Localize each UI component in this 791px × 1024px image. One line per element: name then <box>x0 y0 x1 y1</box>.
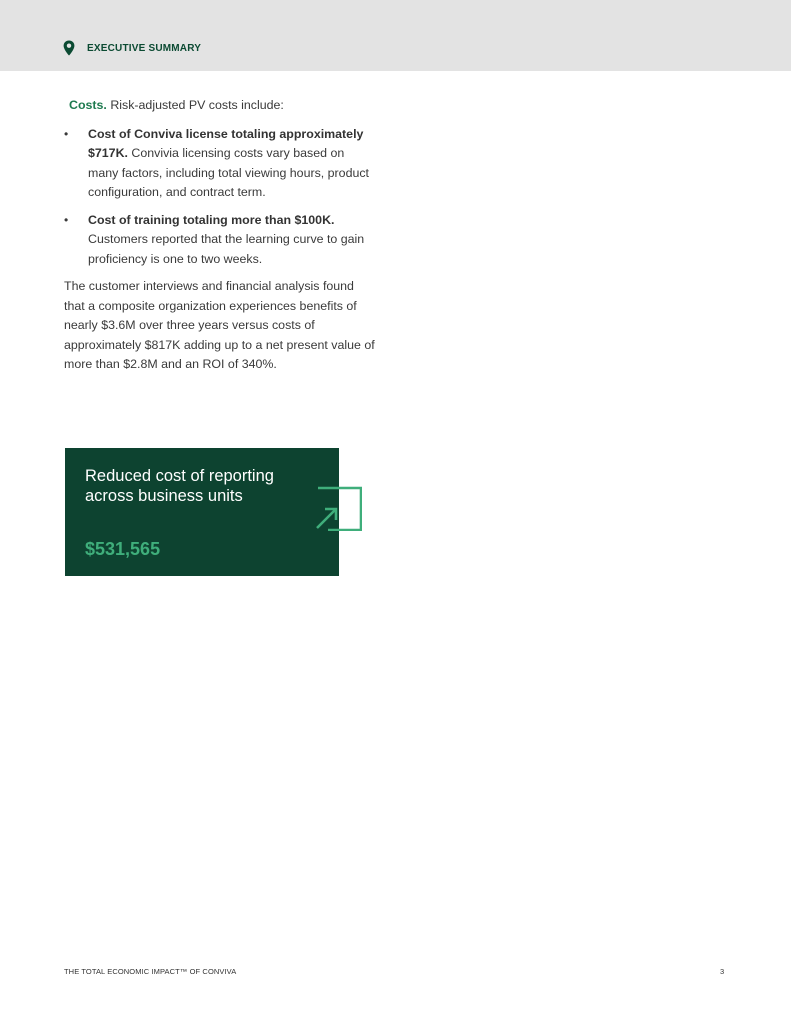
costs-intro <box>64 96 376 116</box>
location-pin-icon <box>63 40 75 56</box>
cost-bullet-list <box>64 125 376 270</box>
footer-title: THE TOTAL ECONOMIC IMPACT™ OF CONVIVA <box>64 967 237 976</box>
bullet-icon: • <box>64 126 69 141</box>
summary-paragraph: The customer interviews and financial analysis found that a composite organization experiences benefits of nearly $3.6M over three years versus costs of approximately $817K adding up to a net present value of more than $2.8M and an ROI of 340%. <box>64 279 375 371</box>
bullet-text: Convivia licensing costs vary based on many factors, including total viewing hours, product configuration, and contract term. <box>88 146 369 199</box>
bullet-bold: Cost of Conviva license totaling approximately $717K. <box>88 126 364 160</box>
bullet-text: Customers reported that the learning curve to gain proficiency is one to two weeks. <box>88 232 365 266</box>
callout-value: $531,565 <box>85 539 161 559</box>
section-label: EXECUTIVE SUMMARY <box>87 43 202 54</box>
costs-intro-text: Risk-adjusted PV costs include: <box>106 98 284 112</box>
list-item <box>64 125 376 203</box>
costs-lead: Costs. <box>69 98 107 112</box>
header-band <box>0 0 791 71</box>
callout-title: Reduced cost of reporting across business units <box>85 467 274 505</box>
callout-box <box>65 448 339 576</box>
bullet-icon: • <box>64 212 69 227</box>
bullet-bold: Cost of training totaling more than $100K. <box>88 212 335 227</box>
page-number: 3 <box>720 967 725 976</box>
list-item <box>64 211 376 270</box>
costs-section <box>64 96 376 375</box>
arrow-into-box-icon <box>314 485 362 531</box>
